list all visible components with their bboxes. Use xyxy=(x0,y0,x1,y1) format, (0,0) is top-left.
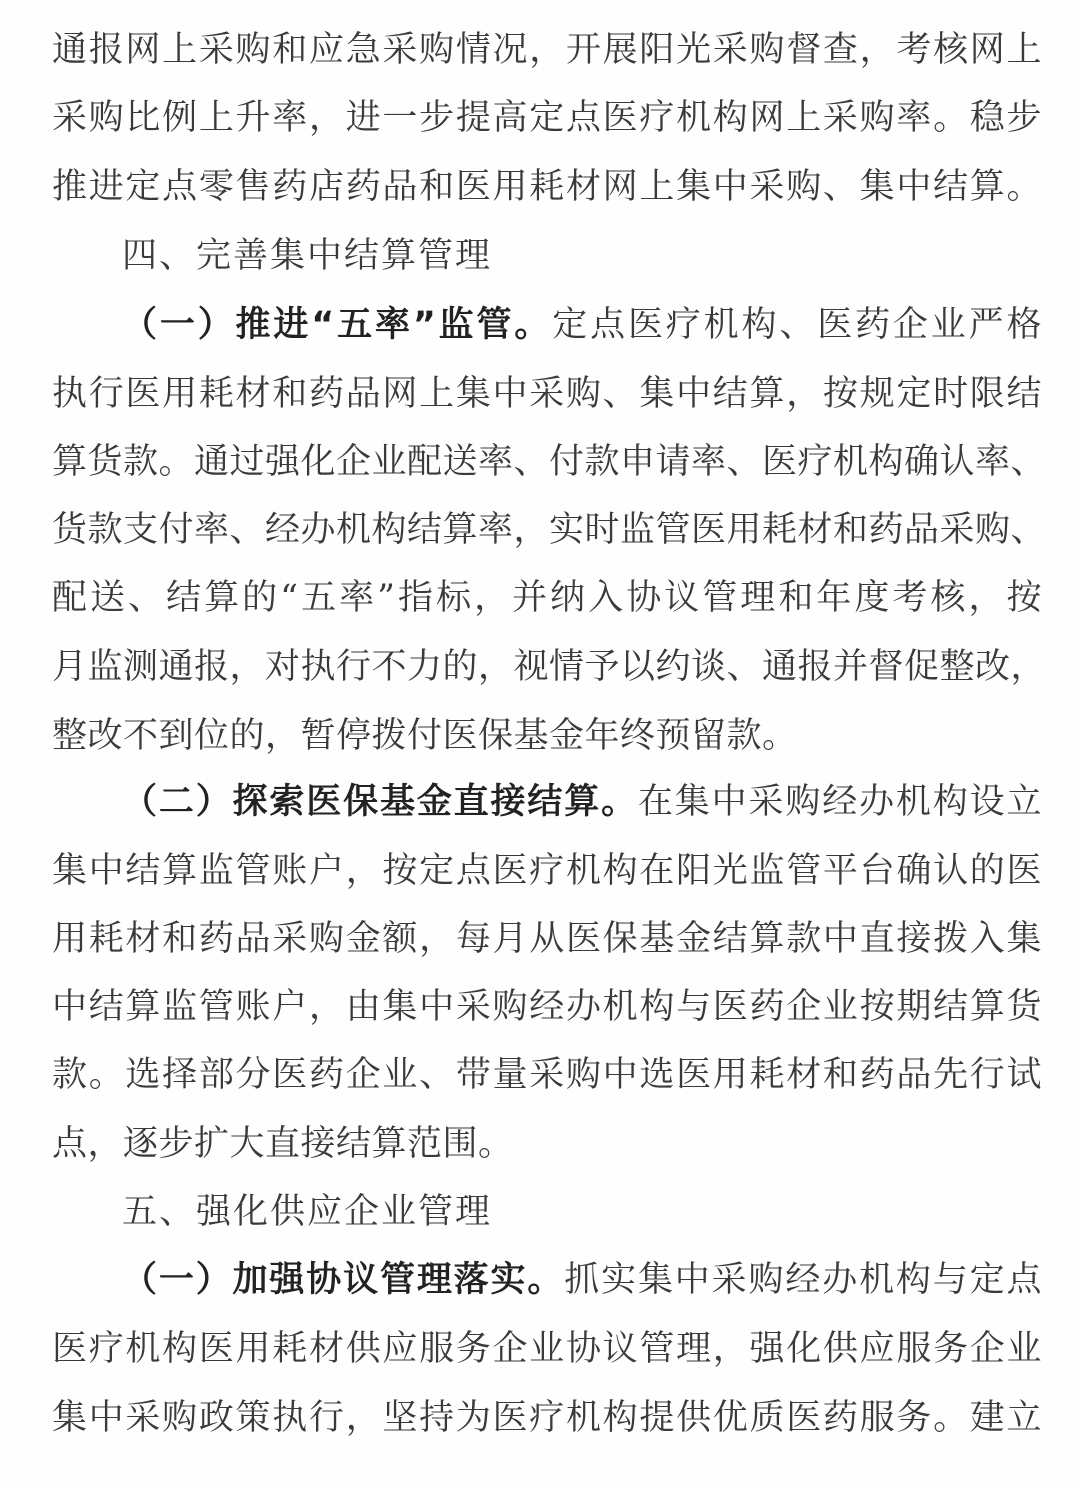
paragraph-line: 通报网上采购和应急采购情况，开展阳光采购督查，考核网上 xyxy=(52,30,1042,70)
paragraph-text: 抓实集中采购经办机构与定点 xyxy=(564,1260,1042,1300)
paragraph-line: 推进定点零售药店药品和医用耗材网上集中采购、集中结算。 xyxy=(52,167,1042,207)
paragraph-line: 医疗机构医用耗材供应服务企业协议管理，强化供应服务企业 xyxy=(52,1329,1042,1369)
paragraph-line xyxy=(122,776,1042,828)
paragraph-line xyxy=(122,299,1042,351)
paragraph-line: 点，逐步扩大直接结算范围。 xyxy=(52,1124,514,1164)
subsection-heading: （二）探索医保基金直接结算。 xyxy=(122,782,638,822)
paragraph-line xyxy=(122,1254,1042,1306)
paragraph-line: 集中采购政策执行，坚持为医疗机构提供优质医药服务。建立 xyxy=(52,1398,1042,1438)
section-heading-4: 四、完善集中结算管理 xyxy=(122,236,493,276)
paragraph-line: 集中结算监管账户，按定点医疗机构在阳光监管平台确认的医 xyxy=(52,851,1042,891)
subsection-heading: （一）加强协议管理落实。 xyxy=(122,1260,565,1300)
paragraph-line: 执行医用耗材和药品网上集中采购、集中结算，按规定时限结 xyxy=(52,374,1042,414)
paragraph-text: 在集中采购经办机构设立 xyxy=(637,782,1042,822)
paragraph-line: 货款支付率、经办机构结算率，实时监管医用耗材和药品采购、 xyxy=(52,510,1047,550)
paragraph-text: 定点医疗机构、医药企业严格 xyxy=(552,305,1042,345)
paragraph-line: 月监测通报，对执行不力的，视情予以约谈、通报并督促整改， xyxy=(52,647,1047,687)
paragraph-line: 配送、结算的“五率”指标，并纳入协议管理和年度考核，按 xyxy=(52,578,1042,618)
paragraph-line: 整改不到位的，暂停拨付医保基金年终预留款。 xyxy=(52,716,798,756)
paragraph-line: 中结算监管账户，由集中采购经办机构与医药企业按期结算货 xyxy=(52,987,1042,1027)
paragraph-line: 用耗材和药品采购金额，每月从医保基金结算款中直接拨入集 xyxy=(52,919,1042,959)
paragraph-line: 款。选择部分医药企业、带量采购中选医用耗材和药品先行试 xyxy=(52,1055,1042,1095)
subsection-heading: （一）推进“五率”监管。 xyxy=(122,305,553,345)
paragraph-line: 采购比例上升率，进一步提高定点医疗机构网上采购率。稳步 xyxy=(52,98,1042,138)
section-heading-5: 五、强化供应企业管理 xyxy=(122,1192,493,1232)
paragraph-line: 算货款。通过强化企业配送率、付款申请率、医疗机构确认率、 xyxy=(52,442,1047,482)
